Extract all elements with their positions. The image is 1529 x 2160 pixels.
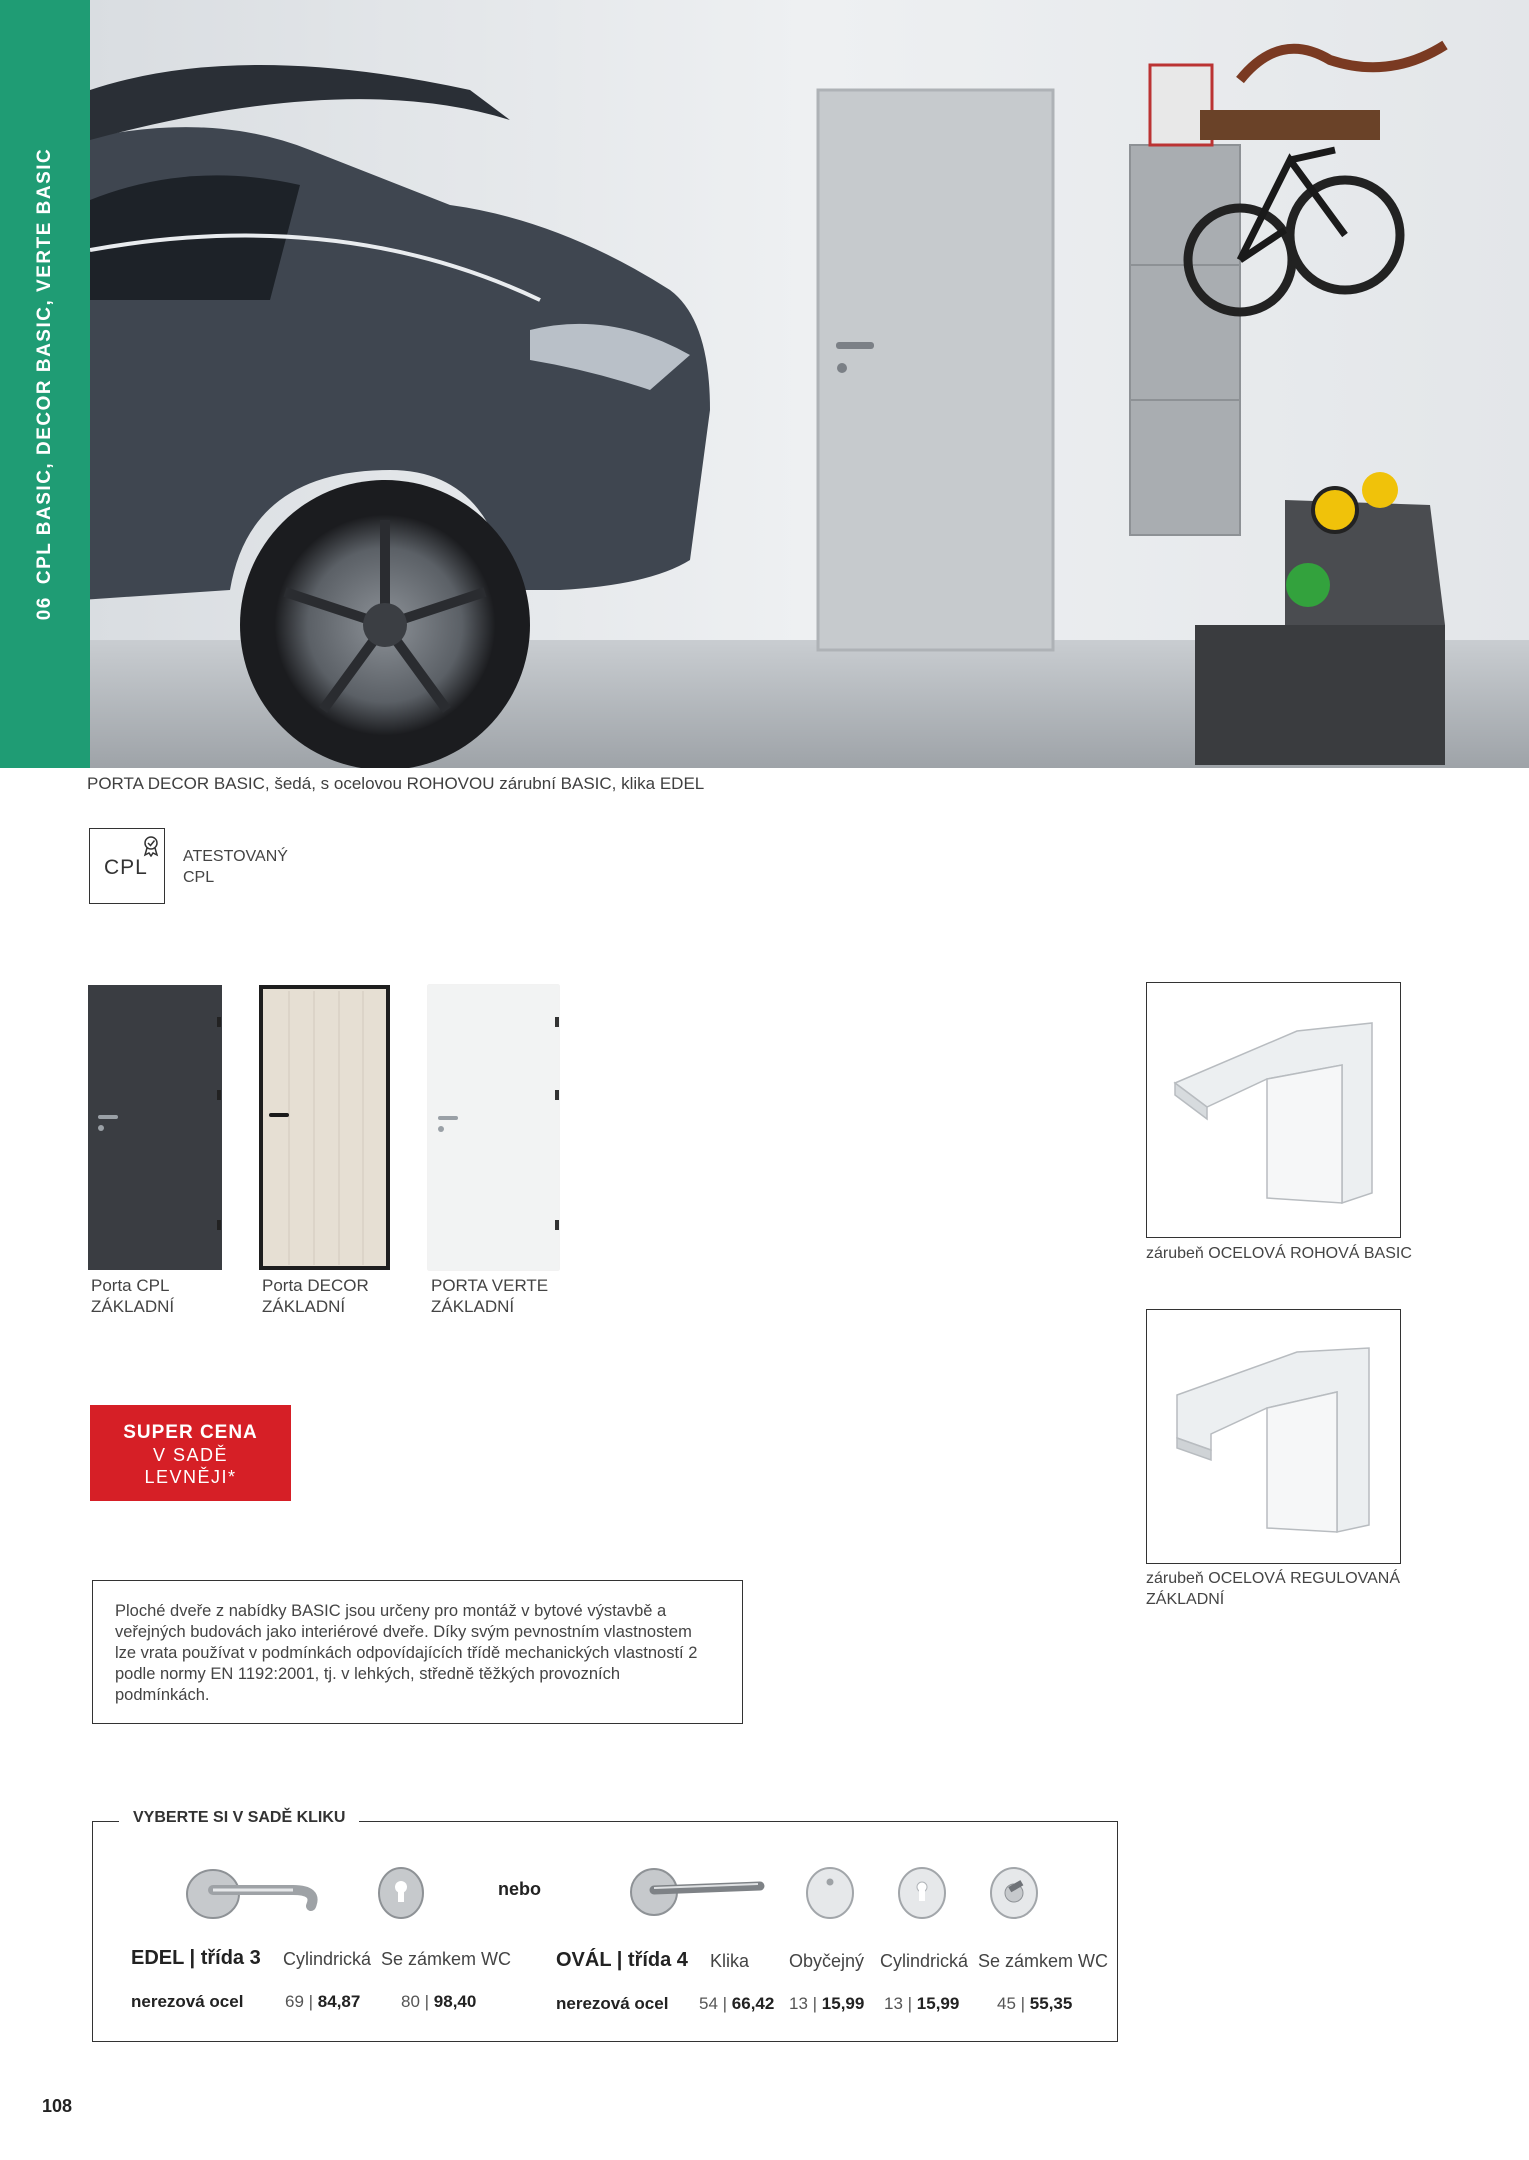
edel-option-cylinder: Cylindrická <box>283 1949 372 1969</box>
door-label-line1: PORTA VERTE <box>431 1276 549 1295</box>
frame-caption-adjustable <box>1146 1568 1400 1610</box>
edel-option-wc: Se zámkem WC <box>381 1949 512 1969</box>
price-badge <box>90 1405 291 1501</box>
section-number: 06 <box>34 596 55 621</box>
price-value: 55,35 <box>1029 1994 1073 2013</box>
price-qty: 54 | <box>699 1994 728 2013</box>
frame-caption-line2: ZÁKLADNÍ <box>1146 1591 1225 1608</box>
cpl-label-line2: CPL <box>183 869 215 886</box>
or-label: nebo <box>498 1879 541 1899</box>
edel-name: EDEL | třída 3 <box>131 1947 261 1969</box>
price-qty: 45 | <box>997 1994 1026 2013</box>
info-box <box>92 1580 743 1724</box>
oval-price-plain <box>789 1994 864 2014</box>
section-tab-label <box>34 148 56 621</box>
price-qty: 13 | <box>789 1994 818 2013</box>
door-label-line1: Porta DECOR <box>262 1276 369 1295</box>
edel-handle-image <box>183 1862 323 1927</box>
door-label-line2: ZÁKLADNÍ <box>91 1297 175 1316</box>
cpl-label <box>183 846 288 888</box>
hero-caption: PORTA DECOR BASIC, šedá, s ocelovou ROHOVOU zárubní BASIC, klika EDEL <box>87 774 705 793</box>
price-badge-line1: SUPER CENA <box>123 1422 258 1443</box>
door-label-cpl <box>91 1275 174 1317</box>
oval-material: nerezová ocel <box>556 1994 669 2013</box>
price-value: 15,99 <box>916 1994 960 2013</box>
price-qty: 80 | <box>401 1992 430 2011</box>
cpl-badge <box>89 828 165 904</box>
page-number: 108 <box>42 2096 73 2116</box>
frame-caption-corner <box>1146 1243 1412 1264</box>
handles-title: VYBERTE SI V SADĚ KLIKU <box>119 1809 359 1827</box>
oval-option-plain: Obyčejný <box>789 1951 865 1971</box>
edel-material: nerezová ocel <box>131 1992 244 2011</box>
edel-price-cylinder <box>285 1992 360 2012</box>
oval-wc-rosette <box>989 1866 1039 1925</box>
price-value: 15,99 <box>821 1994 865 2013</box>
oval-plain-rosette <box>805 1866 855 1925</box>
oval-option-cylinder: Cylindrická <box>880 1951 969 1971</box>
cpl-logo-text: CPL <box>104 856 148 879</box>
door-swatch-decor <box>259 985 390 1270</box>
frame-box-corner <box>1146 982 1401 1238</box>
section-tab <box>0 0 90 768</box>
frame-caption-line1: zárubeň OCELOVÁ ROHOVÁ BASIC <box>1146 1245 1412 1262</box>
edel-cylinder-rosette <box>377 1866 425 1925</box>
door-label-line2: ZÁKLADNÍ <box>431 1297 515 1316</box>
info-text: Ploché dveře z nabídky BASIC jsou určeny pro montáž v bytové výstavbě a veřejných budovách jako interiérové dveře. Díky svým pevnostním vlastnostem lze vrata používat v podmínkách odpovídajících třídě mechanických vlastností 2 podle normy EN 1192:2001, tj. v lehkých, středně těžkých provozních podmínkách. <box>115 1602 698 1704</box>
price-qty: 13 | <box>884 1994 913 2013</box>
section-title: CPL BASIC, DECOR BASIC, VERTE BASIC <box>34 147 55 585</box>
oval-price-wc <box>997 1994 1072 2014</box>
handles-box <box>92 1809 1118 2042</box>
price-value: 84,87 <box>317 1992 361 2011</box>
certificate-icon <box>142 835 160 862</box>
oval-cylinder-rosette <box>897 1866 947 1925</box>
oval-option-lever: Klika <box>710 1951 750 1971</box>
door-swatch-cpl <box>88 985 222 1270</box>
oval-price-lever <box>699 1994 774 2014</box>
door-label-decor <box>262 1275 369 1317</box>
price-badge-line2: V SADĚ <box>152 1445 229 1465</box>
oval-name: OVÁL | třída 4 <box>556 1949 688 1971</box>
door-label-line2: ZÁKLADNÍ <box>262 1297 346 1316</box>
door-label-verte <box>431 1275 548 1317</box>
price-value: 66,42 <box>731 1994 775 2013</box>
price-value: 98,40 <box>433 1992 477 2011</box>
door-label-line1: Porta CPL <box>91 1276 170 1295</box>
oval-handle-image <box>628 1864 768 1925</box>
price-badge-line3: LEVNĚJI* <box>144 1467 237 1487</box>
oval-option-wc: Se zámkem WC <box>978 1951 1109 1971</box>
door-swatch-verte <box>428 985 559 1270</box>
edel-price-wc <box>401 1992 476 2012</box>
frame-caption-line1: zárubeň OCELOVÁ REGULOVANÁ <box>1146 1570 1401 1587</box>
hero-photo <box>90 0 1529 768</box>
frame-box-adjustable <box>1146 1309 1401 1564</box>
oval-price-cylinder <box>884 1994 959 2014</box>
price-qty: 69 | <box>285 1992 314 2011</box>
cpl-label-line1: ATESTOVANÝ <box>183 848 288 865</box>
